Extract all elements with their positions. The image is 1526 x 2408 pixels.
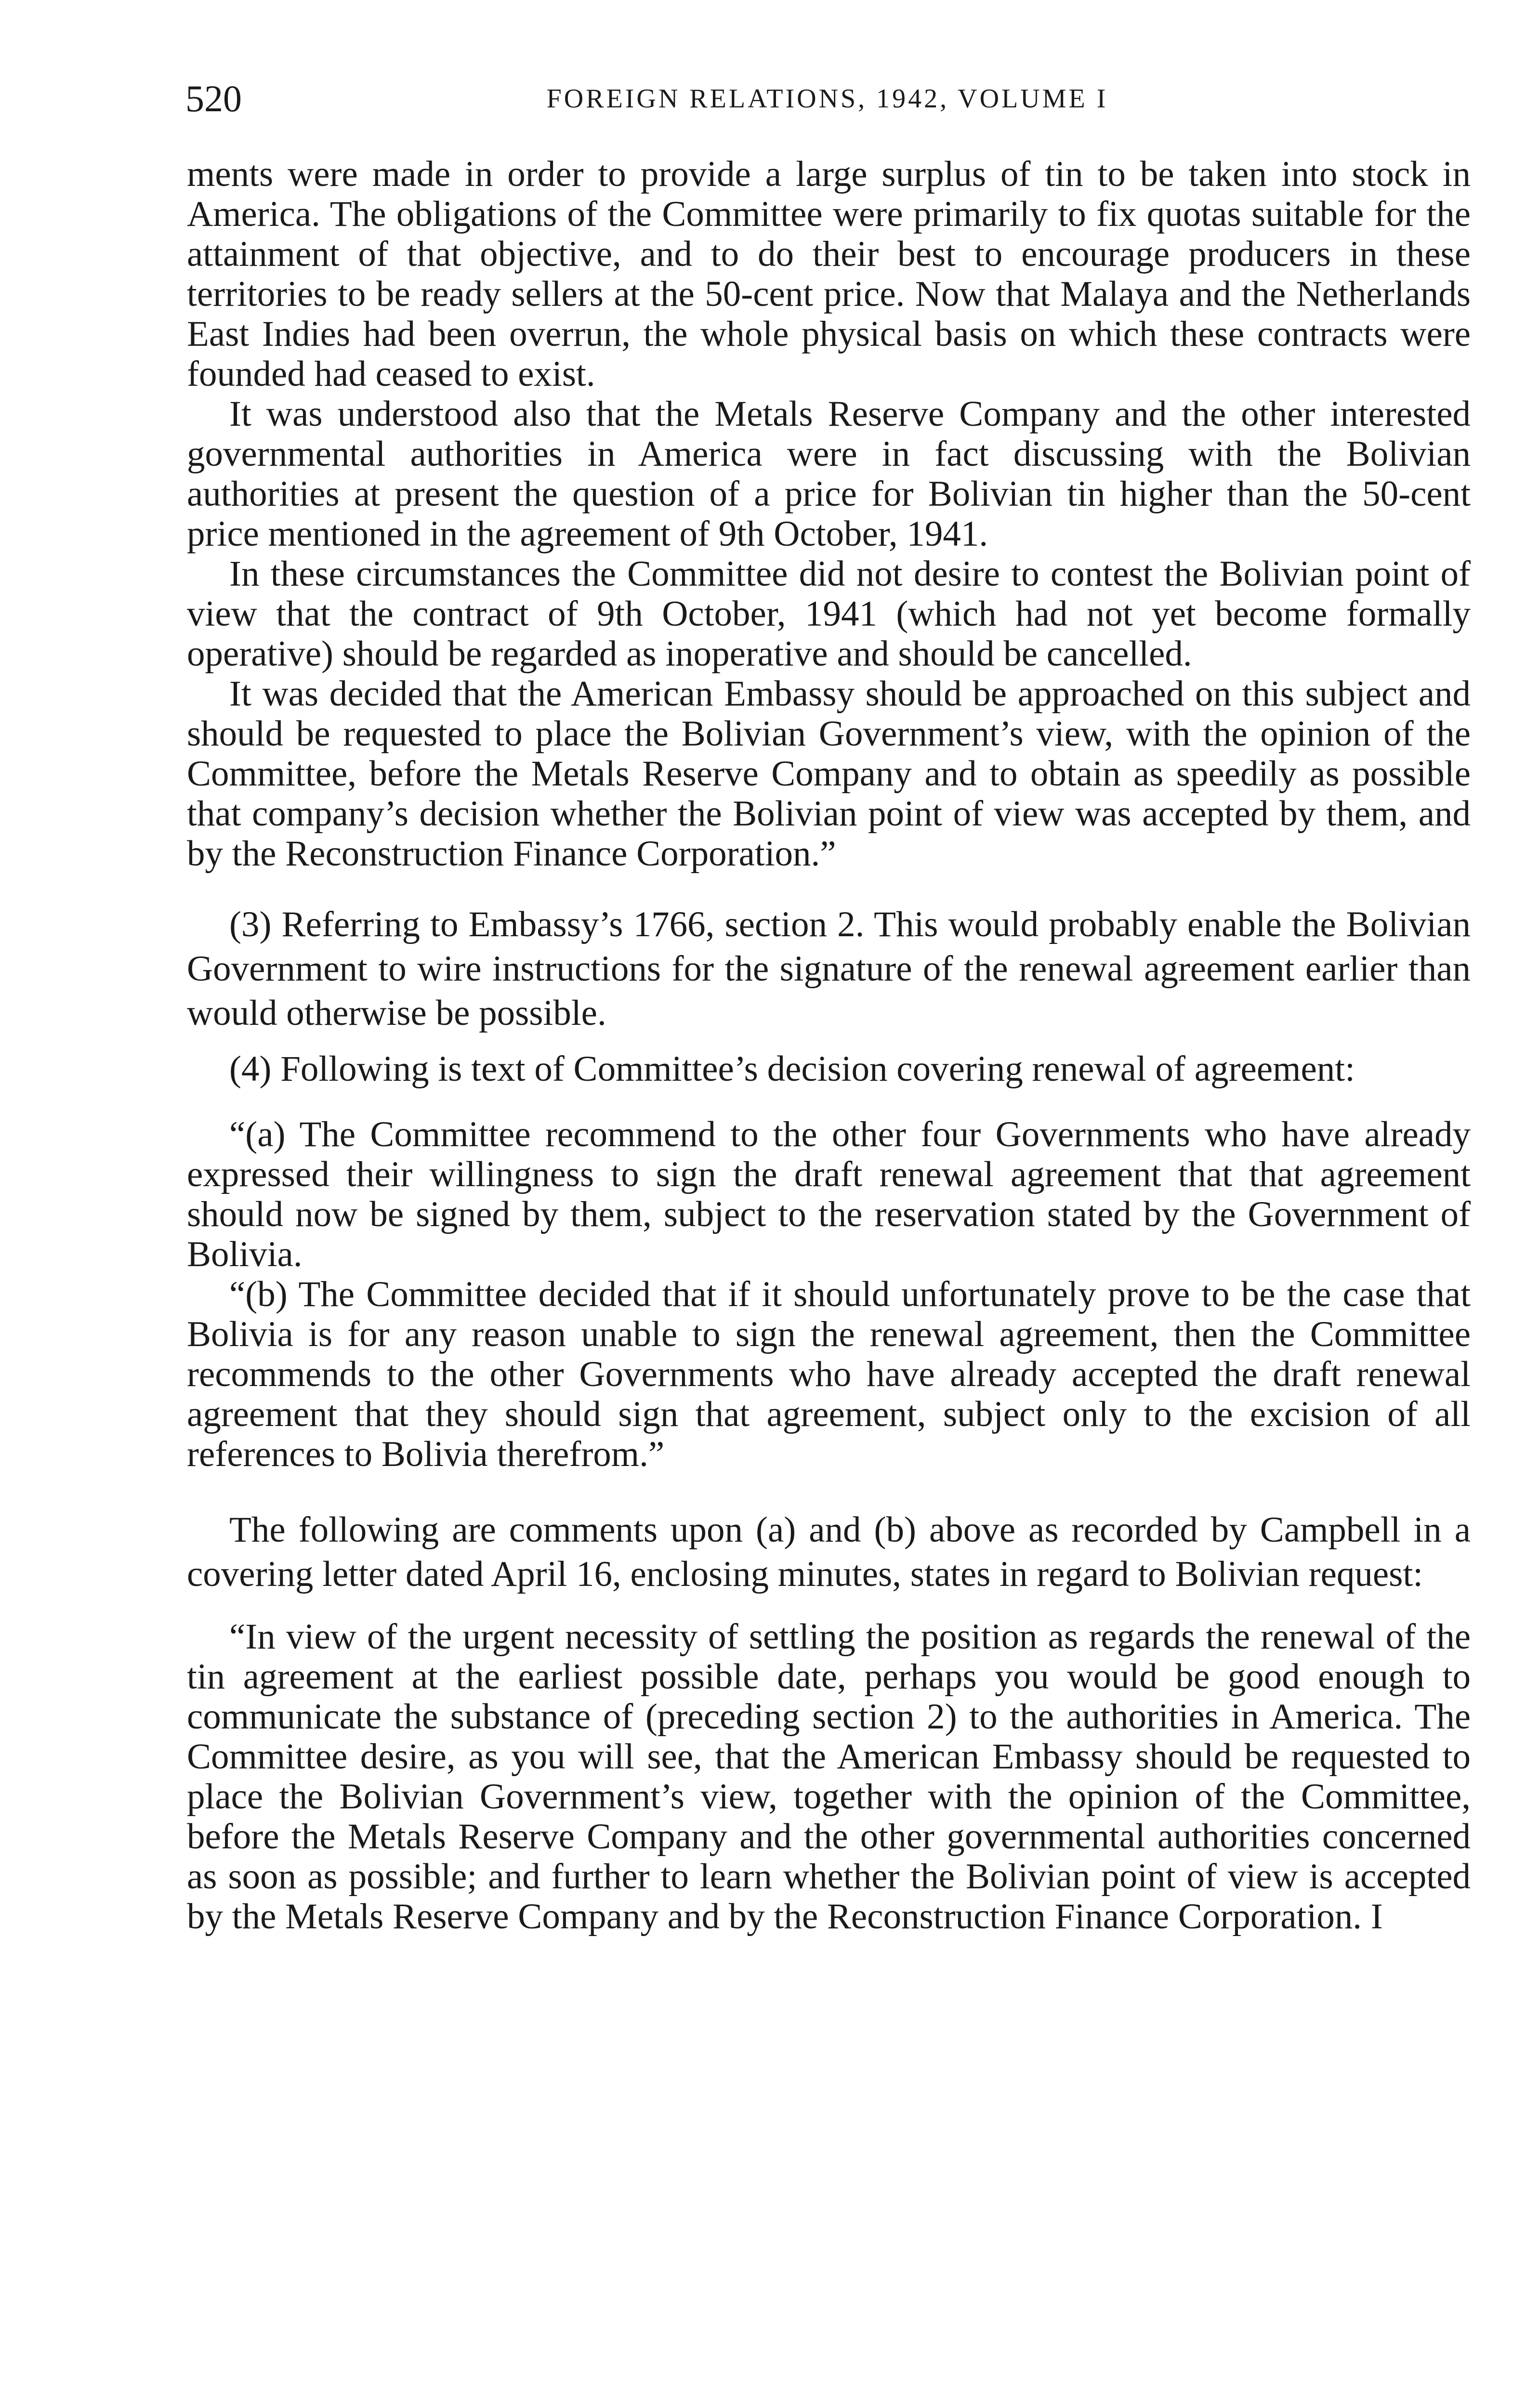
paragraph-metals-reserve: It was understood also that the Metals Reserve Company and the other interested governmental authorities in America were in fact discussing with the Bolivian authorities at present the question of a price for Bolivian tin higher than the 50-cent price mentioned in the agreement of 9th October, 1941. — [187, 394, 1471, 554]
paragraph-item-3: (3) Referring to Embassy’s 1766, section 2. This would probably enable the Bolivian Government to wire instructions for the signature of the renewal agreement earlier than would otherwise be possible. — [187, 904, 1471, 1033]
paragraph-item-4: (4) Following is text of Committee’s decision covering renewal of agreement: — [229, 1049, 1355, 1089]
paragraph-continuation: ments were made in order to provide a large surplus of tin to be taken into stock in America. The obligations of the Committee were primarily to fix quotas suitable for the attainment of that objective, and to do their best to encourage producers in these territories to be ready sellers at the 50-cent price. Now that Malaya and the Netherlands East Indies had been overrun, the whole physical basis on which these contracts were founded had ceased to exist. — [187, 154, 1471, 394]
paragraph-circumstances: In these circumstances the Committee did not desire to contest the Bolivian point of view that the contract of 9th October, 1941 (which had not yet become formally operative) should be regarded as inoperative and should be cancelled. — [187, 554, 1471, 674]
paragraph-recommendation-b: “(b) The Committee decided that if it should unfortunately prove to be the case that Bolivia is for any reason unable to sign the renewal agreement, then the Committee recommends to the other Governments who have already accepted the draft renewal agreement that they should sign that agreement, subject only to the excision of all references to Bolivia therefrom.” — [187, 1274, 1471, 1474]
running-head — [185, 72, 1469, 125]
paragraph-quoted-letter: “In view of the urgent necessity of settling the position as regards the renewal of the tin agreement at the earliest possible date, perhaps you would be good enough to communicate the substance of (preceding section 2) to the authorities in America. The Committee desire, as you will see, that the American Embassy should be requested to place the Bolivian Government’s view, together with the opinion of the Committee, before the Metals Reserve Company and the other governmental authorities concerned as soon as possible; and further to learn whether the Bolivian point of view is accepted by the Metals Reserve Company and by the Reconstruction Finance Corporation. I — [187, 1617, 1471, 1937]
body-text — [187, 154, 1471, 1937]
paragraph-recommendation-a: “(a) The Committee recommend to the other four Governments who have already expressed their willingness to sign the draft renewal agreement that that agreement should now be signed by them, subject to the reservation stated by the Government of Bolivia. — [187, 1114, 1471, 1274]
running-head-title: FOREIGN RELATIONS, 1942, VOLUME I — [546, 84, 1108, 114]
paragraph-decision-embassy: It was decided that the American Embassy should be approached on this subject and should be requested to place the Bolivian Government’s view, with the opinion of the Committee, before the Metals Reserve Company and to obtain as speedily as possible that company’s decision whether the Bolivian point of view was accepted by them, and by the Reconstruction Finance Corporation.” — [187, 674, 1471, 874]
page-number: 520 — [185, 78, 242, 119]
paragraph-comments: The following are comments upon (a) and (b) above as recorded by Campbell in a covering letter dated April 16, enclosing minutes, states in regard to Bolivian request: — [187, 1510, 1471, 1594]
